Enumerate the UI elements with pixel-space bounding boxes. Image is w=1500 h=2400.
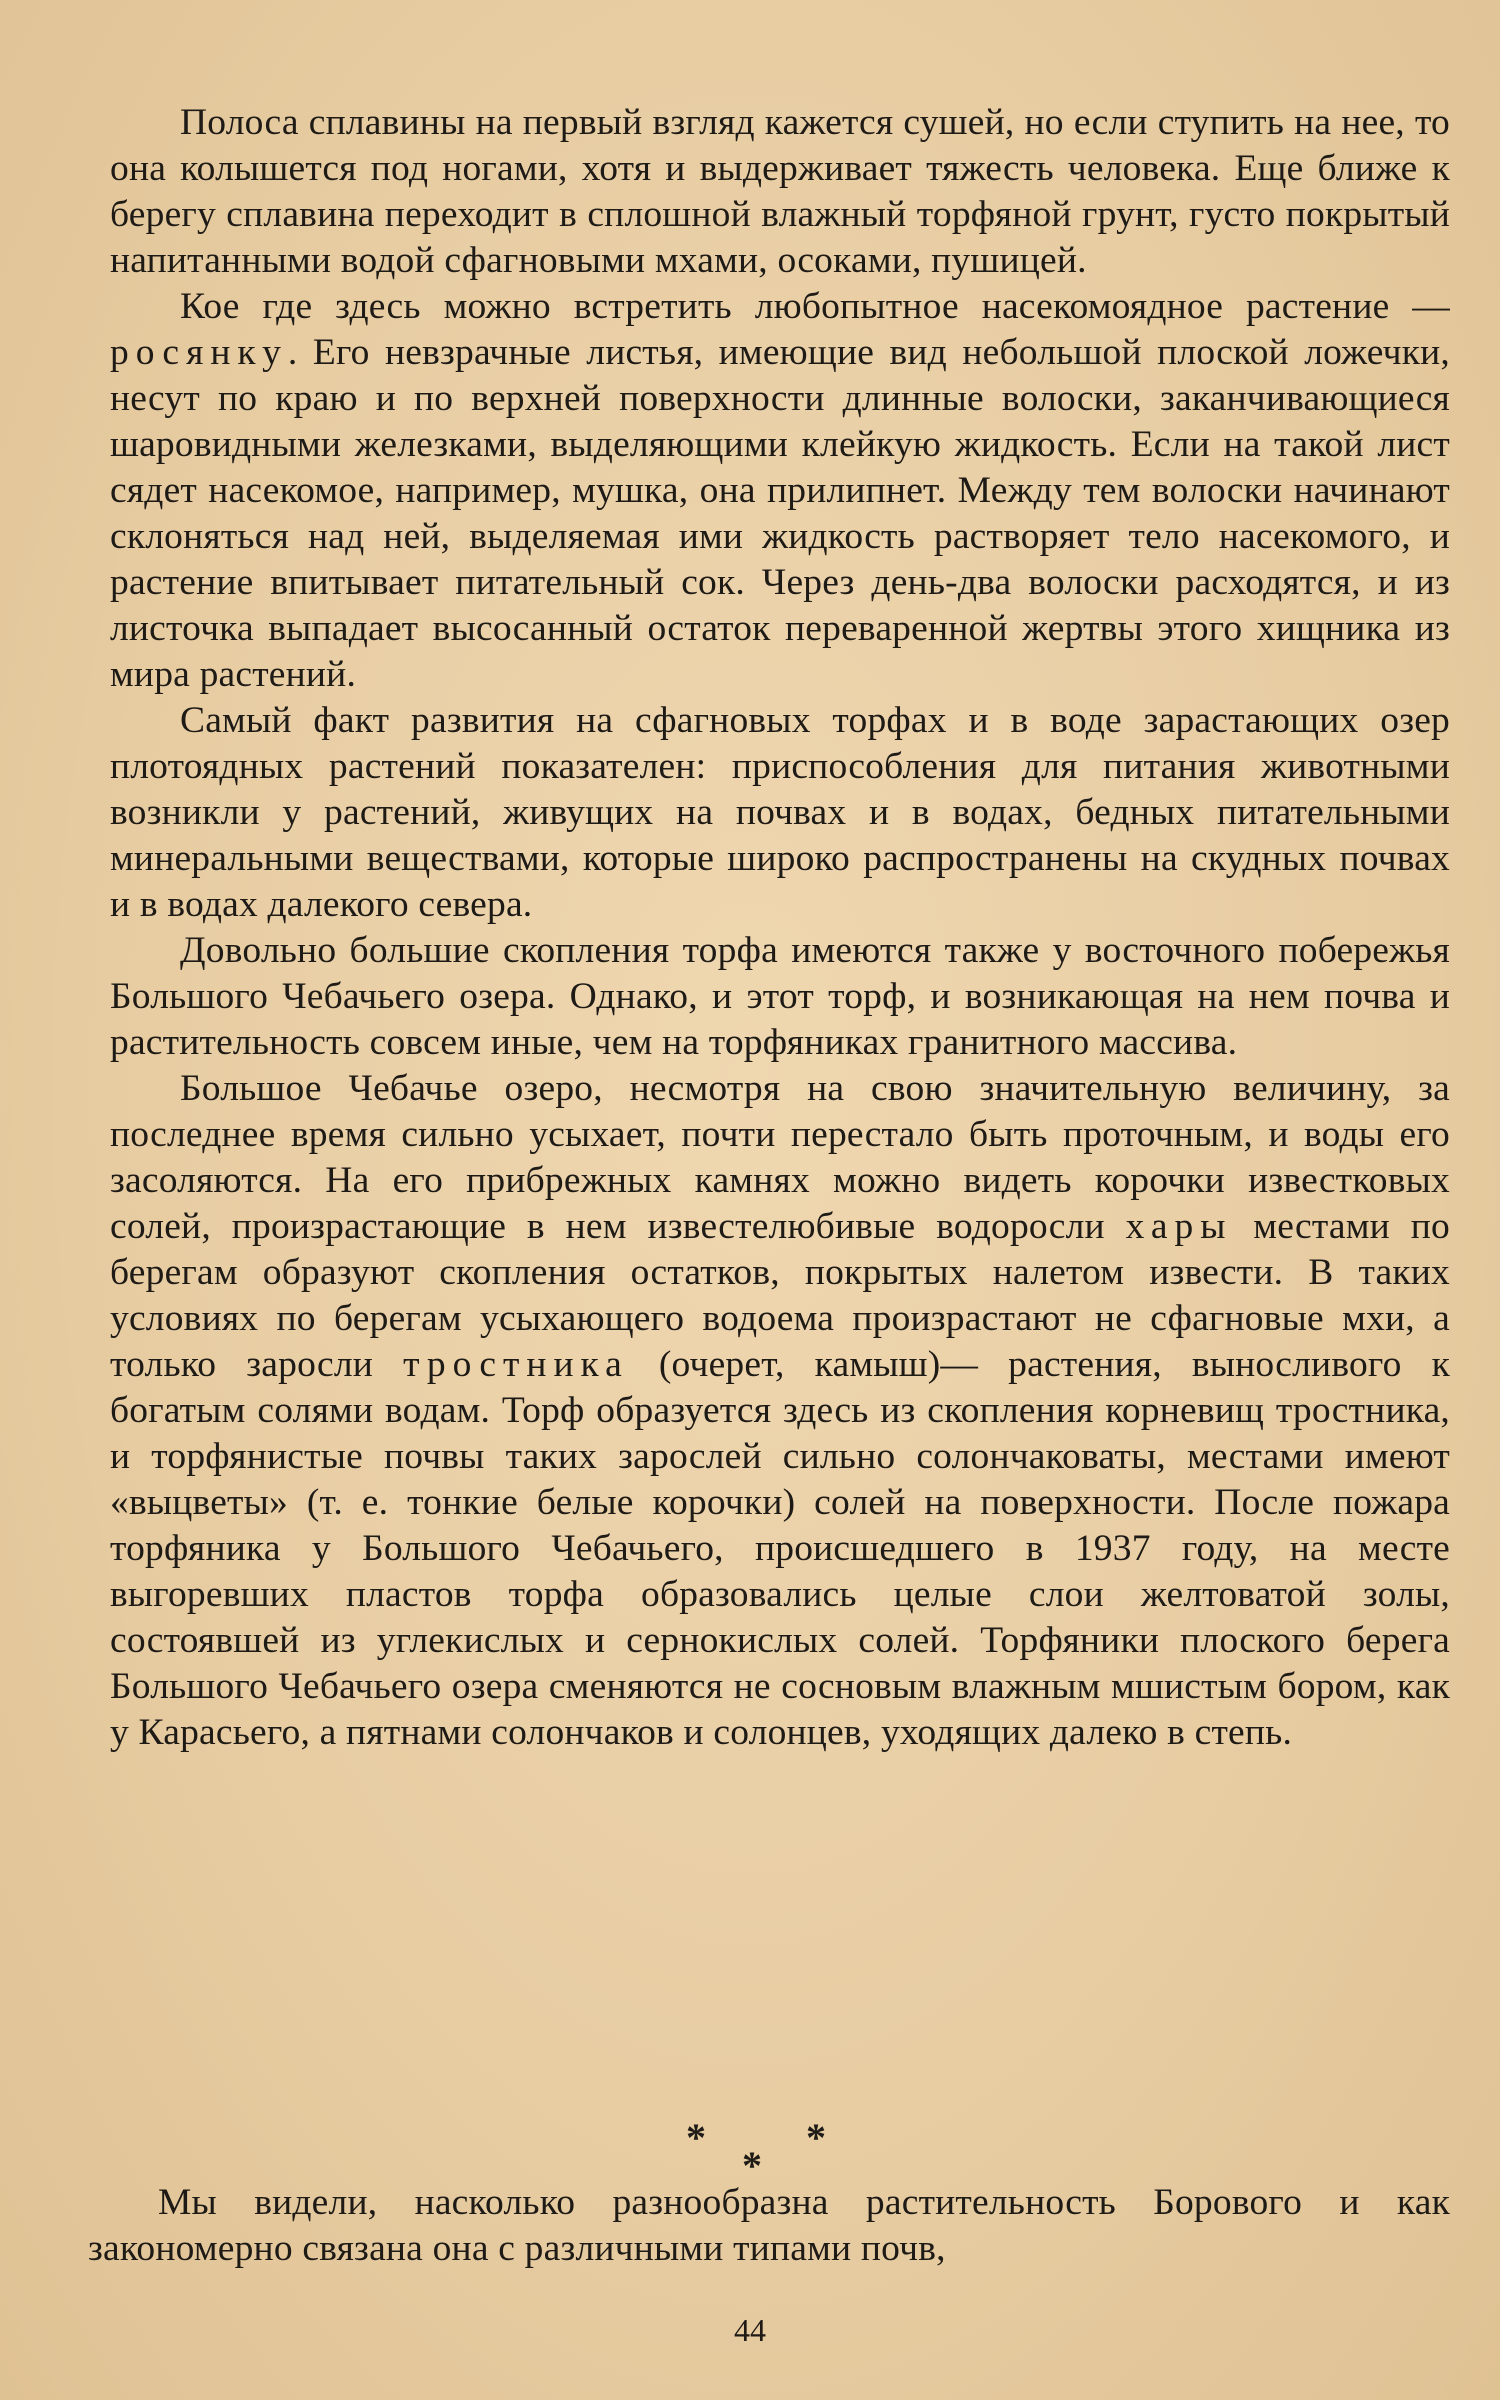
sundew-text-after: . Его невзрачные листья, имеющие вид небольшой плоской ложечки, несут по краю и по верхней поверхности длинные волоски, заканчивающиеся шаровидными железками, выделяющими клейкую жидкость. Если на такой лист сядет насекомое, например, мушка, она прилипнет. Между тем волоски начинают склоняться над ней, выделяемая ими жидкость растворяет тело насекомого, и растение впитывает питательный сок. Через день-два волоски расходятся, и из листочка выпадает высосанный остаток переваренной жертвы этого хищника из мира растений. [110, 332, 1450, 695]
page-number: 44 [734, 2312, 766, 2348]
paragraph-lake-drying [110, 1066, 1450, 1756]
page-body [110, 100, 1450, 1756]
separator-star-left: * [686, 2115, 706, 2160]
section-separator [0, 2115, 1500, 2188]
lake-text-c: (очерет, камыш)— растения, выносливого к богатым солями водам. Торф образуется здесь из скопления корневищ тростника, и торфянистые почвы таких зарослей сильно солончаковаты, местами имеют «выцветы» (т. е. тонкие белые корочки) солей на поверхности. После пожара торфяника у Большого Чебачьего, происшедшего в 1937 году, на месте выгоревших пластов торфа образовались целые слои желтоватой золы, состоявшей из углекислых и сернокислых солей. Торфяники плоского берега Большого Чебачьего озера сменяются не сосновым влажным мшистым бором, как у Карасьего, а пятнами солончаков и солонцев, уходящих далеко в степь. [110, 1344, 1450, 1753]
sundew-text-before: Кое где здесь можно встретить любопытное насекомоядное растение — [180, 286, 1450, 327]
paragraph-carnivorous-plants: Самый факт развития на сфагновых торфах и в воде зарастающих озер плотоядных растений показателен: приспособления для питания животными возникли у растений, живущих на почвах и в водах, бедных питательными минеральными веществами, которые широко распространены на скудных почвах и в водах далекого севера. [110, 700, 1450, 925]
lake-text-b: местами по берегам образуют скопления остатков, покрытых налетом извести. В таких условиях по берегам усыхающего водоема произрастают не сфагновые мхи, а только заросли [110, 1206, 1450, 1385]
term-reed: тростника [403, 1344, 629, 1385]
term-sundew: росянку [110, 332, 288, 373]
paragraph-chebachye-peat: Довольно большие скопления торфа имеются также у восточного побережья Большого Чебачьего озера. Однако, и этот торф, и возникающая на нем почва и растительность совсем иные, чем на торфяниках гранитного массива. [110, 930, 1450, 1063]
final-paragraph-block [88, 2180, 1450, 2272]
term-chara: хары [1125, 1206, 1233, 1247]
separator-star-right: * [806, 2115, 826, 2160]
separator-star-bottom: * [742, 2143, 762, 2188]
paragraph-sundew [110, 284, 1450, 698]
lake-text-a: Большое Чебачье озеро, несмотря на свою значительную величину, за последнее время сильно усыхает, почти перестало быть проточным, и воды его засоляются. На его прибрежных камнях можно видеть корочки известковых солей, произрастающие в нем известелюбивые водоросли [110, 1068, 1450, 1247]
paragraph-sphagnum-raft: Полоса сплавины на первый взгляд кажется сушей, но если ступить на нее, то она колышется под ногами, хотя и выдерживает тяжесть человека. Еще ближе к берегу сплавина переходит в сплошной влажный торфяной грунт, густо покрытый напитанными водой сфагновыми мхами, осоками, пушицей. [110, 102, 1450, 281]
paragraph-conclusion: Мы видели, насколько разнообразна растительность Борового и как закономерно связана она с различными типами почв, [88, 2182, 1450, 2269]
